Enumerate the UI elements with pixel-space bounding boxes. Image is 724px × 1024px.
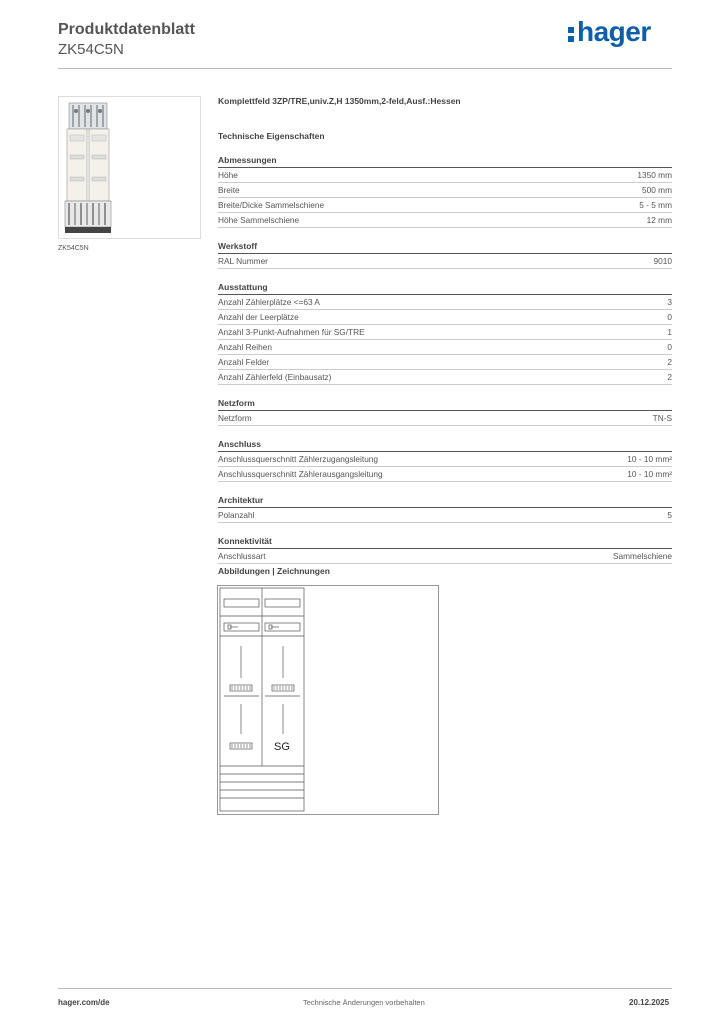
row-value: 12 mm [646, 215, 672, 225]
panel-drawing [218, 586, 438, 814]
row-value: 3 [667, 297, 672, 307]
row-label: Netzform [218, 413, 252, 423]
section-title: Konnektivität [218, 531, 672, 549]
table-row [218, 310, 672, 325]
table-row [218, 254, 672, 269]
sg-label: SG [274, 741, 290, 753]
row-value: 5 [667, 510, 672, 520]
row-value: 10 - 10 mm² [627, 454, 672, 464]
product-photo-image [59, 97, 200, 238]
section-material [218, 236, 672, 269]
row-label: Anzahl Zählerplätze <=63 A [218, 297, 320, 307]
row-label: Anschlussquerschnitt Zählerzugangsleitung [218, 454, 379, 464]
row-label: Breite/Dicke Sammelschiene [218, 200, 325, 210]
section-connectivity [218, 531, 672, 564]
row-value: 5 - 5 mm [639, 200, 672, 210]
table-row [218, 183, 672, 198]
row-value: 0 [667, 312, 672, 322]
logo-text: hager [577, 16, 651, 47]
section-title: Architektur [218, 490, 672, 508]
row-value: 1350 mm [637, 170, 672, 180]
table-row [218, 467, 672, 482]
table-row [218, 198, 672, 213]
logo-dots-icon [568, 23, 574, 43]
row-value: 2 [667, 372, 672, 382]
product-code: ZK54C5N [58, 41, 124, 58]
table-row [218, 452, 672, 467]
footer-website-link[interactable]: hager.com/de [58, 998, 110, 1007]
row-label: Anzahl Reihen [218, 342, 272, 352]
section-dimensions [218, 150, 672, 228]
table-row [218, 508, 672, 523]
hager-logo [568, 16, 651, 48]
technical-properties-heading: Technische Eigenschaften [218, 131, 325, 141]
row-label: Anzahl Felder [218, 357, 270, 367]
section-architecture [218, 490, 672, 523]
row-value: TN-S [652, 413, 672, 423]
property-tables [218, 150, 672, 572]
row-label: Anzahl Zählerfeld (Einbausatz) [218, 372, 332, 382]
section-network-form [218, 393, 672, 426]
product-photo [58, 96, 201, 239]
product-description: Komplettfeld 3ZP/TRE,univ.Z,H 1350mm,2-feld,Ausf.:Hessen [218, 96, 461, 106]
row-label: RAL Nummer [218, 256, 268, 266]
table-row [218, 355, 672, 370]
row-value: 1 [667, 327, 672, 337]
table-row [218, 295, 672, 310]
drawings-heading: Abbildungen | Zeichnungen [218, 566, 330, 576]
row-value: 0 [667, 342, 672, 352]
table-row [218, 370, 672, 385]
row-value: 10 - 10 mm² [627, 469, 672, 479]
row-label: Breite [218, 185, 240, 195]
row-label: Höhe Sammelschiene [218, 215, 300, 225]
row-label: Polanzahl [218, 510, 255, 520]
row-label: Anschlussart [218, 551, 266, 561]
row-value: 500 mm [642, 185, 672, 195]
row-value: Sammelschiene [612, 551, 672, 561]
section-title: Werkstoff [218, 236, 672, 254]
table-row [218, 213, 672, 228]
footer-divider [58, 988, 672, 989]
section-title: Abmessungen [218, 150, 672, 168]
row-value: 9010 [653, 256, 672, 266]
section-title: Ausstattung [218, 277, 672, 295]
technical-drawing [217, 585, 439, 815]
table-row [218, 340, 672, 355]
table-row [218, 411, 672, 426]
row-label: Höhe [218, 170, 238, 180]
row-label: Anzahl 3-Punkt-Aufnahmen für SG/TRE [218, 327, 365, 337]
table-row [218, 325, 672, 340]
section-title: Netzform [218, 393, 672, 411]
header-divider [58, 68, 672, 69]
row-label: Anzahl der Leerplätze [218, 312, 299, 322]
section-title: Anschluss [218, 434, 672, 452]
section-equipment [218, 277, 672, 385]
row-value: 2 [667, 357, 672, 367]
page-title: Produktdatenblatt [58, 21, 195, 38]
footer-date: 20.12.2025 [629, 998, 670, 1007]
photo-caption: ZK54C5N [58, 245, 89, 252]
table-row [218, 549, 672, 564]
table-row [218, 168, 672, 183]
section-connection [218, 434, 672, 482]
footer-disclaimer: Technische Änderungen vorbehalten [303, 998, 425, 1007]
row-label: Anschlussquerschnitt Zählerausgangsleitung [218, 469, 383, 479]
